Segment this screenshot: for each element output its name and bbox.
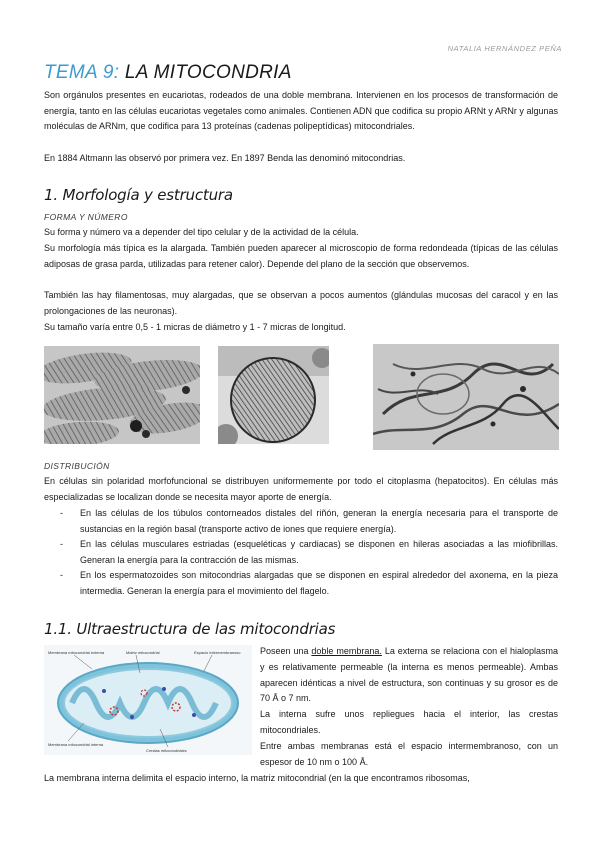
- micrograph-filamentous-image: [373, 344, 559, 450]
- forma-paragraph-4: Su tamaño varía entre 0,5 - 1 micras de diámetro y 1 - 7 micras de longitud.: [44, 322, 346, 332]
- subheading-forma-numero: FORMA Y NÚMERO: [44, 212, 128, 222]
- intro-paragraph-2: En 1884 Altmann las observó por primera vez. En 1897 Benda las denominó mitocondrias.: [44, 153, 406, 163]
- distribucion-paragraph: En células sin polaridad morfofuncional se distribuyen uniformemente por todo el citoplasma (hepatocitos). En células más especializadas se localizan donde se necesita mayor aporte de energía.: [44, 476, 558, 502]
- diagram-label-inner: Membrana mitocondrial interna: [48, 742, 104, 747]
- side-paragraph-2: La interna sufre unos repliegues hacia el interior, las crestas mitocondriales.: [260, 709, 558, 735]
- side-paragraph-3: Entre ambas membranas está el espacio intermembranoso, con un espesor de 10 nm o 100 Å.: [260, 740, 558, 767]
- doble-membrana-underlined: doble membrana.: [311, 646, 382, 656]
- bullet-dash: -: [60, 570, 63, 581]
- forma-paragraph-1: Su forma y número va a depender del tipo celular y de la actividad de la célula.: [44, 227, 359, 237]
- section-heading-morfologia: 1. Morfología y estructura: [44, 186, 233, 204]
- intro-paragraph-1: Son orgánulos presentes en eucariotas, rodeados de una doble membrana. Intervienen en los procesos de transformación de energía, tanto en las células eucariotas vegetales como animales. Contienen ADN que codifica su propio ARNt y ARNr y algunas moléculas de ARNm, que codifica para 13 proteínas (cadenas polipeptídicas) mitocondriales.: [44, 90, 558, 132]
- side-text-1c: La externa se relaciona con el hialoplasma y es relativamente permeable (la interna es menos permeable). Ambas aparecen idénticas a nivel de estructura, son continuas y su grosor es de 70 Å o 7 nm.: [260, 646, 558, 704]
- forma-paragraph-2: Su morfología más típica es la alargada. También pueden aparecer al microscopio de forma redondeada (típicas de las células adiposas de grasa parda, utilizadas para retener calor). Depende del plano de la sección que observemos.: [44, 243, 558, 269]
- bottom-paragraph: La membrana interna delimita el espacio interno, la matriz mitocondrial (en la que encontramos ribosomas,: [44, 773, 470, 783]
- title-main: LA MITOCONDRIA: [124, 62, 292, 83]
- micrograph-elongated-image: [44, 346, 200, 444]
- list-item: [44, 568, 558, 599]
- author-name: NATALIA HERNÁNDEZ PEÑA: [447, 44, 562, 53]
- title-prefix: TEMA 9:: [44, 62, 120, 83]
- ultraestructura-side-text: [260, 644, 558, 770]
- side-text-1a: Poseen una: [260, 646, 309, 656]
- page-title: [44, 62, 292, 84]
- section-heading-ultraestructura: 1.1. Ultraestructura de las mitocondrias: [44, 620, 336, 638]
- diagram-label-cristae: Crestas mitocondriales: [146, 748, 187, 753]
- diagram-label-matrix: Matriz mitocondrial: [126, 650, 160, 655]
- mitochondria-diagram: [44, 645, 252, 755]
- list-item: [44, 506, 558, 537]
- subheading-distribucion: DISTRIBUCIÓN: [44, 461, 110, 471]
- list-item-text: En los espermatozoides son mitocondrias alargadas que se disponen en espiral alrededor del axonema, en la pieza intermedia. Generan la energía para el movimiento del flagelo.: [80, 570, 558, 596]
- list-item-text: En las células de los túbulos contorneados distales del riñón, generan la energía necesaria para el transporte de sustancias en la región basal (transporte activo de iones que requiere energía).: [80, 508, 558, 534]
- list-item-text: En las células musculares estriadas (esqueléticas y cardiacas) se disponen en hileras asociadas a las miofibrillas. Generan la energía para la contracción de las mismas.: [80, 539, 558, 565]
- side-paragraph-1: [260, 644, 558, 707]
- diagram-label-intermembrane: Espacio intermembranoso: [194, 650, 241, 655]
- distribucion-list: [44, 506, 558, 600]
- forma-paragraph-3: También las hay filamentosas, muy alargadas, que se observan a pocos aumentos (glándulas mucosas del caracol y en las prolongaciones de las neuronas).: [44, 290, 558, 316]
- list-item: [44, 537, 558, 568]
- bullet-dash: -: [60, 539, 63, 550]
- bullet-dash: -: [60, 508, 63, 518]
- diagram-label-outer: Membrana mitocondrial externa: [48, 650, 105, 655]
- micrograph-round-image: [218, 346, 329, 444]
